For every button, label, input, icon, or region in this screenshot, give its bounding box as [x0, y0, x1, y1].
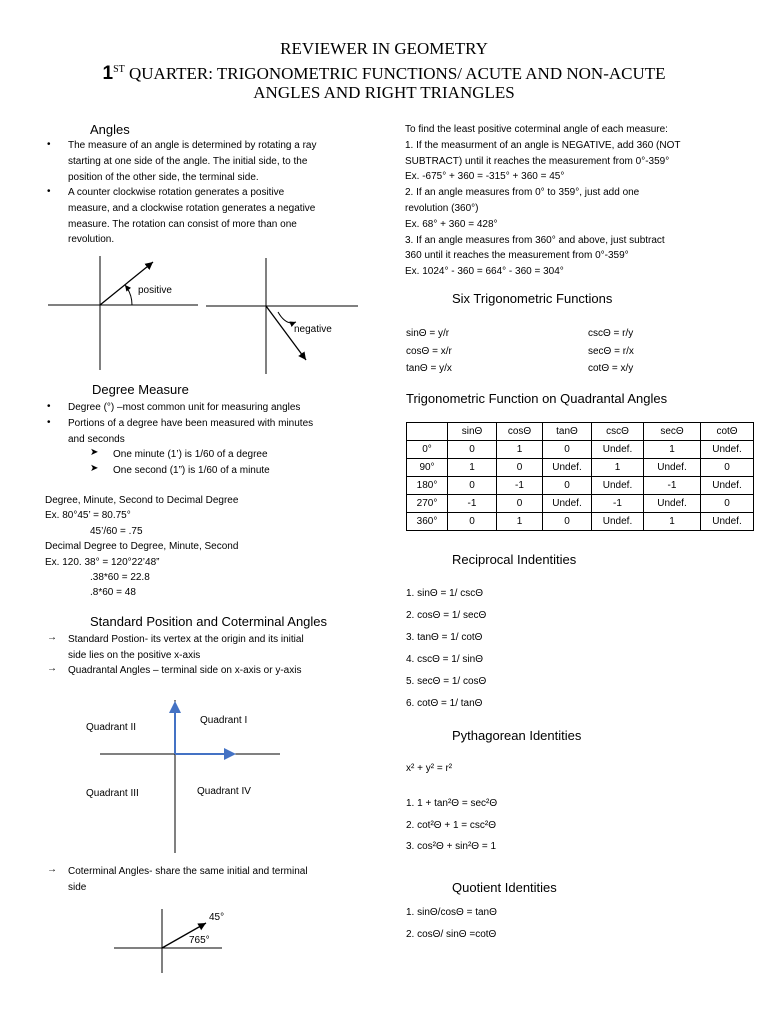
table-cell: Undef. [644, 495, 701, 513]
degree-bullet-2 [68, 416, 313, 448]
conversion-example-2: Ex. 120. 38° = 120°22’48” [45, 557, 160, 568]
text-line: and seconds [68, 433, 125, 445]
positive-arc [125, 285, 132, 305]
table-cell: cscΘ [592, 423, 644, 441]
rule-line: To find the least positive coterminal angle of each measure: [405, 124, 668, 135]
table-cell: Undef. [701, 477, 754, 495]
quadrantal-heading: Trigonometric Function on Quadrantal Angles [406, 391, 668, 406]
function-def: secΘ = r/x [588, 345, 634, 357]
identity-item: 2. cosΘ = 1/ secΘ [406, 610, 487, 621]
identity-item: 1. sinΘ = 1/ cscΘ [406, 588, 483, 599]
table-cell: 1 [497, 441, 543, 459]
table-cell: -1 [497, 477, 543, 495]
positive-rotation-diagram [48, 256, 198, 370]
conversion-step-2: .38*60 = 22.8 [90, 572, 150, 583]
standard-heading: Standard Position and Coterminal Angles [90, 614, 328, 629]
table-cell: 0 [543, 513, 592, 531]
rule-line: Ex. -675° + 360 = -315° + 360 = 45° [405, 171, 565, 183]
rule-line: 360 until it reaches the measurement from 0°-359° [405, 250, 629, 262]
identity-item: 5. secΘ = 1/ cosΘ [406, 676, 487, 687]
bullet: • [47, 401, 51, 412]
table-cell: 0 [497, 459, 543, 477]
quadrant-1-label: Quadrant I [200, 715, 248, 726]
table-cell: Undef. [644, 459, 701, 477]
six-functions-left [406, 325, 452, 378]
conversion-title-2: Decimal Degree to Degree, Minute, Second [45, 541, 239, 552]
doc-title-line3: ANGLES AND RIGHT TRIANGLES [253, 83, 515, 102]
function-def: cscΘ = r/y [588, 328, 634, 339]
table-cell: 0 [497, 495, 543, 513]
bullet: • [47, 139, 51, 150]
negative-rotation-diagram [206, 258, 358, 374]
negative-label: negative [294, 324, 332, 335]
doc-title-line1: REVIEWER IN GEOMETRY [280, 39, 488, 58]
quotient-heading: Quotient Identities [452, 880, 557, 895]
quadrant-diagram [60, 695, 300, 855]
table-cell: Undef. [592, 477, 644, 495]
table-cell: 0° [407, 441, 448, 459]
table-cell: 0 [543, 441, 592, 459]
rule-line: revolution (360°) [405, 202, 479, 214]
table-cell: 0 [701, 495, 754, 513]
conversion-step-1: 45’/60 = .75 [90, 526, 143, 537]
angles-paragraph-1 [68, 138, 316, 185]
pythagorean-base: x² + y² = r² [406, 763, 453, 774]
six-functions-right [588, 325, 634, 378]
standard-item-2: Quadrantal Angles – terminal side on x-axis or y-axis [68, 665, 302, 676]
table-cell: -1 [592, 495, 644, 513]
bullet: • [47, 186, 51, 197]
text-line: position of the other side, the terminal side. [68, 171, 259, 183]
rule-line: Ex. 68° + 360 = 428° [405, 218, 498, 230]
rule-line: 1. If the measurment of an angle is NEGATIVE, add 360 (NOT [405, 139, 681, 151]
positive-arrow [100, 262, 153, 305]
right-arrow-icon: → [47, 632, 57, 643]
table-cell: 1 [644, 513, 701, 531]
degree-sub-1: One minute (1’) is 1/60 of a degree [113, 449, 268, 460]
rule-line: Ex. 1024° - 360 = 664° - 360 = 304° [405, 266, 564, 278]
right-arrow-icon: → [47, 663, 57, 674]
table-row [407, 513, 754, 531]
text-line: The measure of an angle is determined by rotating a ray [68, 140, 317, 151]
identity-item: 1. 1 + tan²Θ = sec²Θ [406, 798, 498, 809]
degree-bullet-1: Degree (°) –most common unit for measuring angles [68, 402, 301, 413]
doc-title-line2 [0, 59, 768, 84]
table-cell: 0 [448, 513, 497, 531]
table-cell: cosΘ [497, 423, 543, 441]
table-cell: Undef. [701, 513, 754, 531]
label-765: 765° [189, 935, 210, 946]
identity-item: 6. cotΘ = 1/ tanΘ [406, 698, 483, 709]
table-cell: 360° [407, 513, 448, 531]
quadrant-3-label: Quadrant III [86, 788, 139, 799]
right-arrow-icon: → [47, 864, 57, 875]
table-cell: -1 [448, 495, 497, 513]
function-def: cosΘ = x/r [406, 345, 452, 357]
table-cell: 1 [592, 459, 644, 477]
six-functions-heading: Six Trigonometric Functions [452, 291, 613, 306]
function-def: tanΘ = y/x [406, 363, 452, 374]
table-cell: -1 [644, 477, 701, 495]
table-cell [407, 423, 448, 441]
quadrantal-table [406, 422, 754, 531]
degree-sub-2: One second (1”) is 1/60 of a minute [113, 465, 270, 476]
quarter-suffix: ST [113, 64, 125, 75]
table-cell: 1 [644, 441, 701, 459]
table-header-row [407, 423, 754, 441]
arrow-bullet-icon: ➤ [90, 447, 99, 458]
text-line: Portions of a degree have been measured with minutes [68, 418, 314, 429]
table-cell: 90° [407, 459, 448, 477]
identity-item: 1. sinΘ/cosΘ = tanΘ [406, 907, 497, 918]
text-line: revolution. [68, 234, 115, 246]
table-cell: tanΘ [543, 423, 592, 441]
arrow-bullet-icon: ➤ [90, 463, 99, 474]
bullet: • [47, 417, 51, 428]
quadrant-2-label: Quadrant II [86, 722, 137, 733]
function-def: cotΘ = x/y [588, 363, 634, 374]
rule-line: 2. If an angle measures from 0° to 359°, just add one [405, 187, 640, 199]
table-cell: Undef. [592, 441, 644, 459]
pythagorean-heading: Pythagorean Identities [452, 728, 582, 743]
quarter-title: QUARTER: TRIGONOMETRIC FUNCTIONS/ ACUTE AND NON-ACUTE [124, 64, 666, 83]
quotient-list [406, 902, 497, 946]
pythagorean-list [406, 793, 497, 858]
identity-item: 2. cosΘ/ sinΘ =cotΘ [406, 929, 497, 940]
table-cell: 1 [497, 513, 543, 531]
table-row [407, 459, 754, 477]
positive-label: positive [138, 285, 172, 296]
text-line: measure, and a clockwise rotation generates a negative [68, 202, 316, 214]
table-cell: Undef. [592, 513, 644, 531]
identity-item: 3. cos²Θ + sin²Θ = 1 [406, 841, 497, 852]
conversion-title-1: Degree, Minute, Second to Decimal Degree [45, 495, 239, 506]
text-line: starting at one side of the angle. The initial side, to the [68, 155, 308, 167]
table-cell: 0 [701, 459, 754, 477]
function-def: sinΘ = y/r [406, 328, 450, 339]
rule-line: SUBTRACT) until it reaches the measurement from 0°-359° [405, 155, 670, 167]
negative-arc [278, 312, 296, 323]
table-cell: Undef. [543, 459, 592, 477]
standard-item-1 [68, 632, 304, 664]
text-line: side lies on the positive x-axis [68, 649, 201, 661]
table-row [407, 477, 754, 495]
table-cell: Undef. [543, 495, 592, 513]
conversion-step-3: .8*60 = 48 [90, 587, 136, 598]
conversion-example-1: Ex. 80°45’ = 80.75° [45, 510, 131, 521]
text-line: Coterminal Angles- share the same initial and terminal [68, 866, 308, 877]
table-cell: 180° [407, 477, 448, 495]
text-line: measure. The rotation can consist of more than one [68, 218, 297, 230]
table-cell: 270° [407, 495, 448, 513]
rotation-diagrams [40, 250, 370, 380]
identity-item: 4. cscΘ = 1/ sinΘ [406, 654, 483, 665]
table-cell: sinΘ [448, 423, 497, 441]
quadrant-4-label: Quadrant IV [197, 786, 251, 797]
identity-item: 2. cot²Θ + 1 = csc²Θ [406, 819, 497, 831]
angles-paragraph-2 [68, 185, 315, 248]
quarter-number: 1 [102, 63, 114, 84]
table-cell: 0 [448, 441, 497, 459]
table-cell: Undef. [701, 441, 754, 459]
degree-heading: Degree Measure [92, 382, 189, 397]
table-cell: cotΘ [701, 423, 754, 441]
text-line: side [68, 881, 87, 893]
text-line: Standard Postion- its vertex at the origin and its initial [68, 634, 304, 645]
label-45: 45° [209, 912, 225, 923]
coterminal-definition [68, 864, 308, 896]
angles-heading: Angles [90, 122, 130, 137]
text-line: A counter clockwise rotation generates a positive [68, 187, 285, 198]
table-cell: secΘ [644, 423, 701, 441]
table-cell: 0 [543, 477, 592, 495]
rule-line: 3. If an angle measures from 360° and above, just subtract [405, 234, 665, 246]
table-cell: 0 [448, 477, 497, 495]
coterminal-rules [405, 122, 681, 280]
coterminal-diagram [110, 905, 240, 975]
reciprocal-heading: Reciprocal Indentities [452, 552, 577, 567]
identity-item: 3. tanΘ = 1/ cotΘ [406, 632, 483, 643]
table-row [407, 495, 754, 513]
table-cell: 1 [448, 459, 497, 477]
reciprocal-list [406, 583, 486, 715]
table-row [407, 441, 754, 459]
